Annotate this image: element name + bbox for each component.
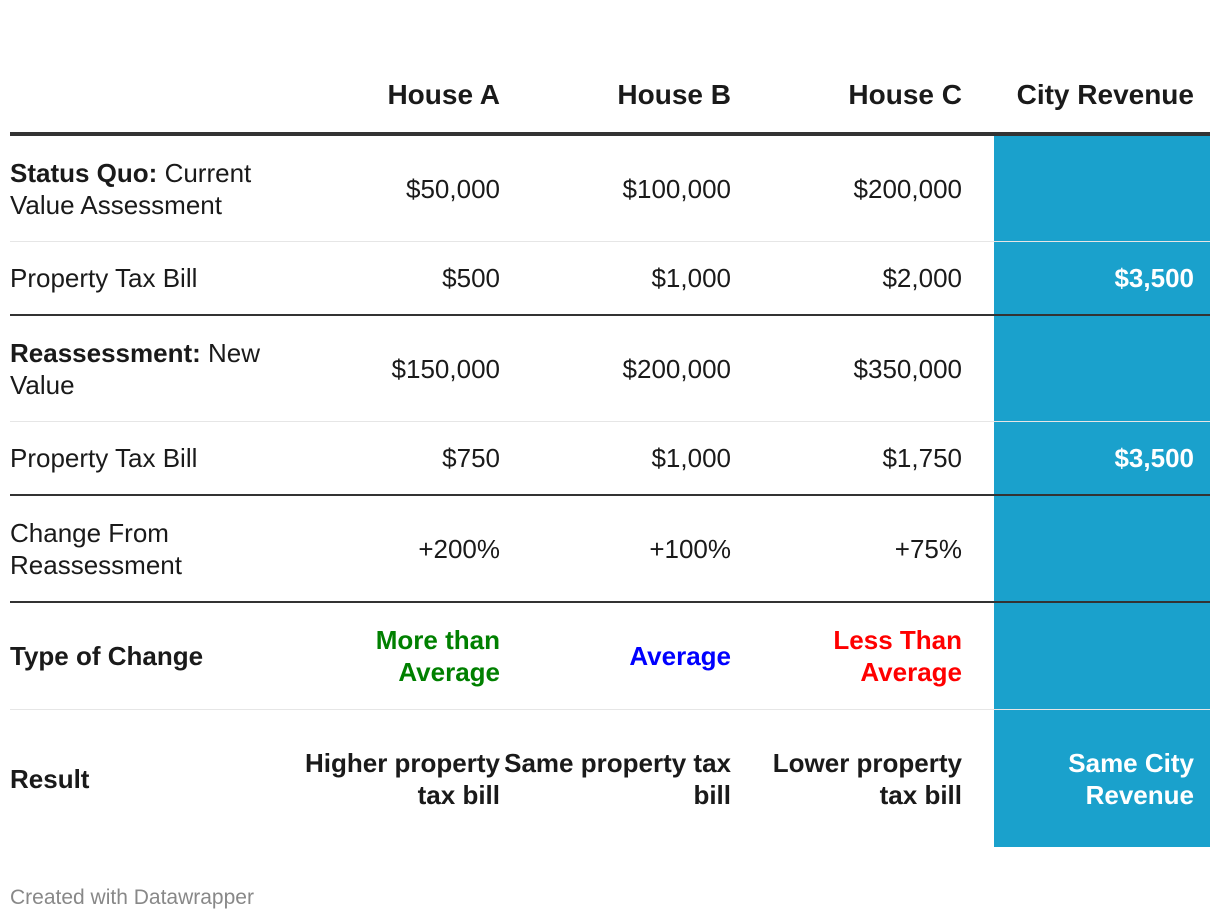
header-house-a: House A [387,79,500,110]
cell-house-b: Same property tax bill [504,747,731,810]
cell-city-revenue [994,603,1210,709]
cell-house-c: Less Than Average [833,625,962,687]
row-label: Property Tax Bill [10,263,198,293]
cell-city-revenue: $3,500 [994,242,1210,314]
row-label-bold: Status Quo: [10,157,158,188]
row-label [10,337,300,401]
header-house-c: House C [848,79,962,110]
table-row [10,136,1210,242]
cell-city-revenue [994,316,1210,421]
cell-house-b: $100,000 [622,173,731,204]
cell-house-a: More than Average [375,625,500,687]
cell-city-revenue [994,136,1210,241]
table-row [10,242,1210,316]
cell-house-c: Lower property tax bill [772,747,962,810]
cell-house-b: $200,000 [622,353,731,384]
row-label-rest: Current Value Assessment [10,157,252,220]
cell-city-revenue: Same City Revenue [994,710,1210,847]
cell-house-a: $50,000 [406,173,500,204]
row-label-bold: Reassessment: [10,337,201,368]
table-header [10,0,1210,136]
cell-house-b: +100% [649,533,731,564]
credit-footer: Created with Datawrapper [10,886,254,909]
cell-house-a: $750 [442,443,500,473]
table-row [10,422,1210,496]
table-row [10,710,1210,847]
row-label [10,157,300,221]
cell-house-c: $1,750 [882,443,962,473]
cell-house-c: +75% [894,533,962,564]
cell-house-a: +200% [418,533,500,564]
cell-house-c: $2,000 [882,263,962,293]
row-label: Type of Change [10,641,204,671]
header-house-b: House B [617,79,731,110]
row-label: Property Tax Bill [10,443,198,473]
table-row [10,316,1210,422]
comparison-table [10,0,1210,847]
row-label: Change From Reassessment [10,517,182,580]
table-row [10,603,1210,710]
cell-house-b: $1,000 [651,263,731,293]
cell-house-b: $1,000 [651,443,731,473]
cell-city-revenue: $3,500 [994,422,1210,494]
table-row [10,496,1210,603]
row-label-rest: New Value [10,337,261,400]
cell-house-a: Higher property tax bill [304,747,500,810]
cell-house-a: $500 [442,263,500,293]
cell-house-c: $350,000 [853,353,962,384]
cell-house-c: $200,000 [853,173,962,204]
cell-house-a: $150,000 [391,353,500,384]
cell-city-revenue [994,496,1210,601]
cell-house-b: Average [629,641,731,671]
header-city-revenue: City Revenue [1016,79,1194,110]
row-label: Result [10,763,90,794]
